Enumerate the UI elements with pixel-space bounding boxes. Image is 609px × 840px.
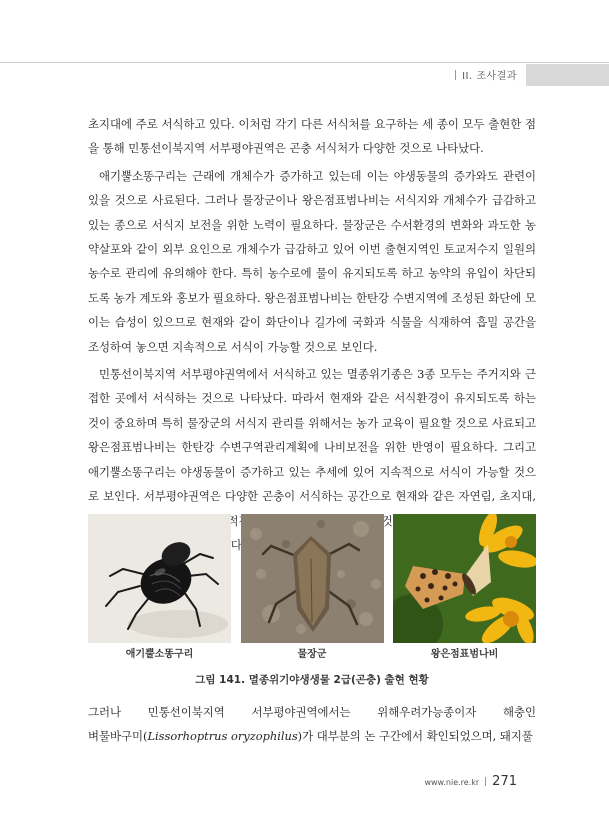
paragraph-1: 초지대에 주로 서식하고 있다. 이처럼 각기 다른 서식처를 요구하는 세 종이 모두 출현한 점을 통해 민통선이북지역 서부평야권역은 곤충 서식처가 다양한 것으로 나타났다. [88,117,536,156]
caption-water-bug: 물장군 [297,649,327,660]
butterfly-image [393,514,536,643]
paragraph-4-line-1: 그러나 민통선이북지역 서부평야권역에서는 위해우려가능종이자 해충인 [88,705,536,719]
header-tab-block [526,64,609,86]
photo-water-bug [241,514,384,643]
paragraph-3: 민통선이북지역 서부평야권역에서 서식하고 있는 멸종위기종은 3종 모두는 주거지와 근접한 곳에서 서식하는 것으로 나타났다. 따라서 현재와 같은 서식환경이 유지되도록 하는 것이 중요하며 특히 물장군의 서식지 관리를 위해서는 농가 교육이 필요할 것으로 사료되고 왕은점표범나비는 한탄강 수변구역관리계획에 나비보전을 위한 반영이 필요하다. 그리고 애기뿔소똥구리는 야생동물이 증가하고 있는 추세에 있어 지속적으로 서식이 가능할 것으로 보인다. 서부평야권역은 다양한 곤충이 서식하는 공간으로 현재와 같은 자연림, 초지대, 것이 한다. [88,367,536,552]
header-rule [0,62,609,63]
body-text [88,112,536,560]
scientific-name: Lissorhoptrus oryzophilus [147,729,298,744]
paragraph-2: 애기뿔소똥구리는 근래에 개체수가 증가하고 있는데 이는 야생동물의 증가와도 관련이 있을 것으로 사료된다. 그러나 물장군이나 왕은점표범나비는 서식지와 개체수가 급감하고 있는 종으로 서식지 보전을 위한 노력이 필요하다. 물장군은 수서환경의 변화와 과도한 농약살포와 같이 외부 요인으로 개체수가 급감하고 있어 이번 출현지역인 토교저수지 일원의 농수로 관리에 유의해야 한다. 특히 농수로에 물이 유지되도록 하고 농약의 유입이 차단되도록 농가 계도와 홍보가 필요하다. 왕은점표범나비는 한탄강 수변지역에 조성된 화단에 모이는 습성이 있으므로 현재와 같이 화단이나 길가에 국화과 식물을 식재하여 흡밀 공간을 조성하여 놓으면 지속적으로 서식이 가능할 것으로 보인다. [88,168,536,354]
paragraph-4-line-2 [88,724,536,748]
photo-captions [88,645,536,660]
caption-butterfly: 왕은점표범나비 [430,649,499,660]
footer-separator [485,777,486,786]
water-bug-image [241,514,384,643]
p4-prefix: 벼물바구미( [88,729,148,744]
photo-row [88,514,536,643]
figure-title: 그림 141. 멸종위기야생생물 2급(곤충) 출현 현황 [195,674,429,686]
body-text-continued [88,700,536,749]
page-footer [424,770,517,789]
running-header [455,67,517,82]
page-number: 271 [492,774,517,789]
figure-141 [88,514,536,687]
p4-suffix: )가 대부분의 논 구간에서 확인되었으며, 돼지풀 [297,729,533,744]
caption-dung-beetle: 애기뿔소똥구리 [125,649,194,660]
section-title: II. 조사결과 [462,71,517,82]
footer-url: www.nie.re.kr [424,778,480,787]
photo-butterfly [393,514,536,643]
photo-dung-beetle [88,514,231,643]
dung-beetle-image [88,514,231,643]
